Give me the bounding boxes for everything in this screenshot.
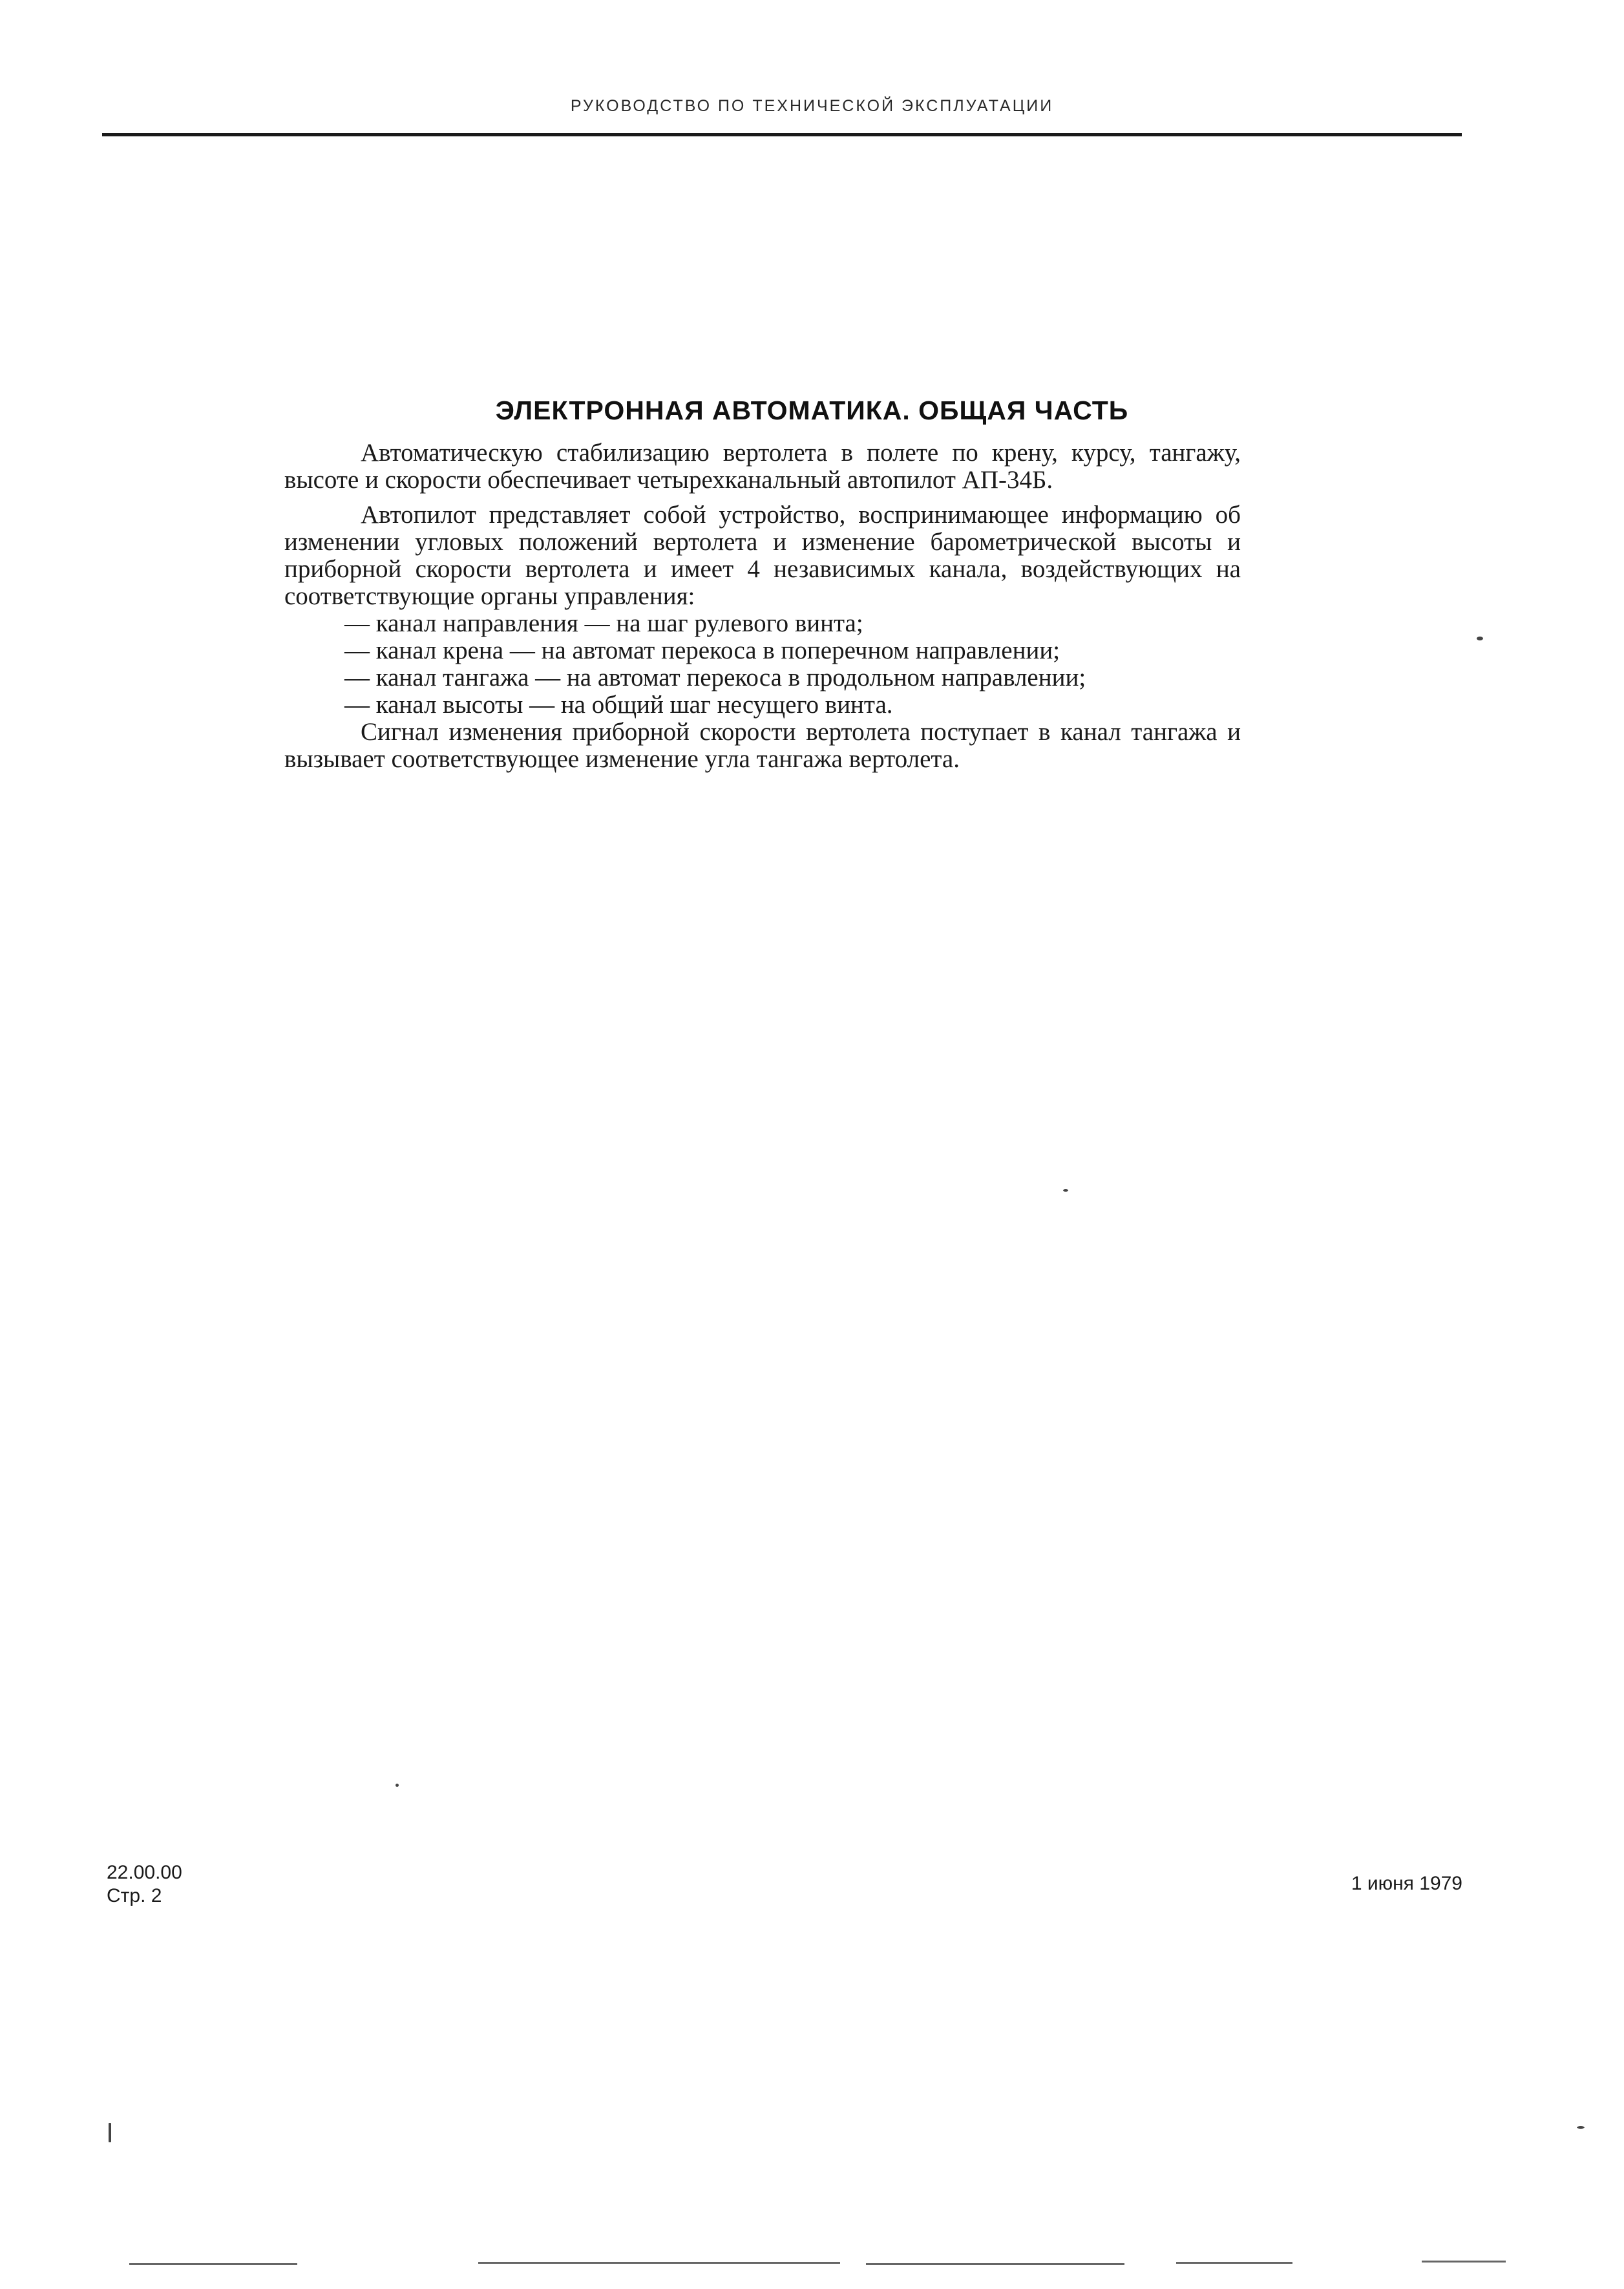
list-item-pitch: — канал тангажа — на автомат перекоса в продольном направлении; xyxy=(344,664,1086,691)
scan-line xyxy=(1422,2261,1506,2263)
page-number: Стр. 2 xyxy=(107,1885,162,1906)
section-code: 22.00.00 xyxy=(107,1862,182,1883)
list-item-roll: — канал крена — на автомат перекоса в поперечном направлении; xyxy=(344,637,1060,664)
header-rule xyxy=(102,133,1462,136)
body-text xyxy=(284,439,1241,773)
scan-speck xyxy=(395,1784,399,1787)
paragraph-stabilization: Автоматическую стабилизацию вертолета в полете по крену, курсу, тангажу, высоте и скорости обеспечивает четырехканальный автопилот АП-34Б. xyxy=(284,439,1241,494)
scan-line xyxy=(866,2263,1124,2265)
scan-line xyxy=(478,2262,840,2264)
scan-speck xyxy=(109,2123,111,2142)
footer-left xyxy=(107,1861,182,1908)
paragraph-speed-signal: Сигнал изменения приборной скорости вертолета поступает в канал тангажа и вызывает соответствующее изменение угла тангажа вертолета. xyxy=(284,718,1241,773)
scan-speck xyxy=(1577,2126,1585,2129)
scan-speck xyxy=(1063,1189,1068,1192)
footer-date: 1 июня 1979 xyxy=(1351,1873,1462,1894)
channel-list xyxy=(284,610,1241,719)
section-title: ЭЛЕКТРОННАЯ АВТОМАТИКА. ОБЩАЯ ЧАСТЬ xyxy=(495,396,1129,425)
scan-line xyxy=(129,2263,297,2265)
paragraph-autopilot: Автопилот представляет собой устройство, воспринимающее информацию об изменении угловых положений вертолета и изменение барометрической высоты и приборной скорости вертолета и имеет 4 независимых канала, воздействующих на соответствующие органы управления: xyxy=(284,501,1241,610)
running-header: РУКОВОДСТВО ПО ТЕХНИЧЕСКОЙ ЭКСПЛУАТАЦИИ xyxy=(570,97,1054,115)
scan-line xyxy=(1176,2262,1292,2264)
scan-speck xyxy=(1477,637,1483,640)
list-item-altitude: — канал высоты — на общий шаг несущего винта. xyxy=(344,691,893,719)
list-item-direction: — канал направления — на шаг рулевого винта; xyxy=(344,609,863,637)
